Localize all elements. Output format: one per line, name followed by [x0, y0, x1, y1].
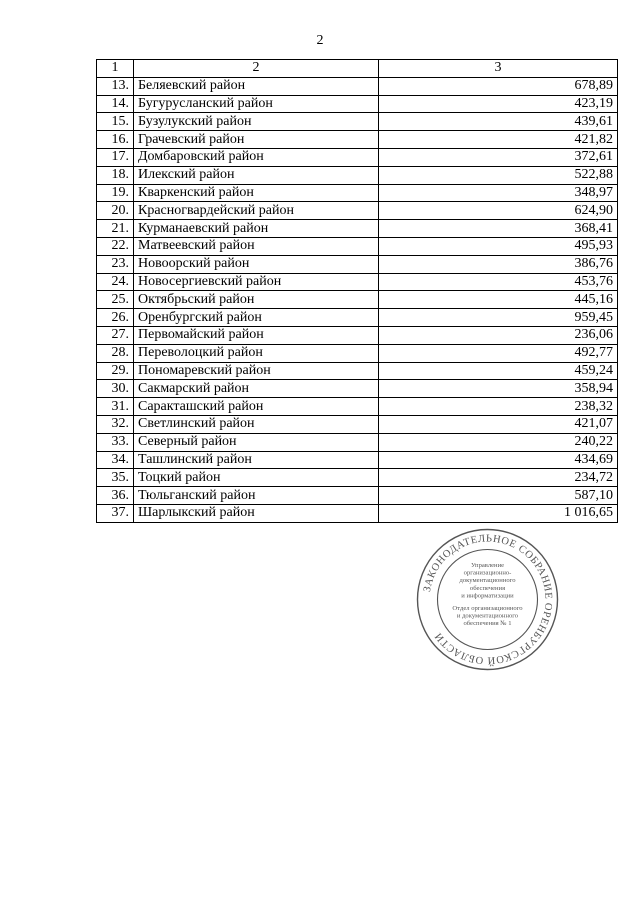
row-number-cell: 30.: [97, 380, 134, 398]
seal-graphic: [415, 527, 560, 672]
seal-inner-line: обеспечения № 1: [463, 620, 512, 628]
seal-inner-line: документационного: [459, 577, 516, 585]
value-cell: 587,10: [379, 487, 618, 505]
row-number-cell: 35.: [97, 469, 134, 487]
table-row: [97, 398, 618, 416]
value-cell: 459,24: [379, 362, 618, 380]
table-row: [97, 433, 618, 451]
district-name-cell: Илекский район: [134, 166, 379, 184]
district-name-cell: Матвеевский район: [134, 237, 379, 255]
district-name-cell: Пономаревский район: [134, 362, 379, 380]
district-name-cell: Бугурусланский район: [134, 95, 379, 113]
table-body: [97, 77, 618, 522]
value-cell: 421,07: [379, 415, 618, 433]
value-cell: 492,77: [379, 344, 618, 362]
seal-inner-line: организационно-: [463, 569, 512, 577]
value-cell: 959,45: [379, 309, 618, 327]
district-name-cell: Беляевский район: [134, 77, 379, 95]
district-name-cell: Кваркенский район: [134, 184, 379, 202]
district-name-cell: Оренбургский район: [134, 309, 379, 327]
district-name-cell: Северный район: [134, 433, 379, 451]
district-name-cell: Переволоцкий район: [134, 344, 379, 362]
row-number-cell: 23.: [97, 255, 134, 273]
value-cell: 439,61: [379, 113, 618, 131]
table-row: [97, 380, 618, 398]
value-cell: 624,90: [379, 202, 618, 220]
seal-inner-text: [452, 562, 523, 627]
table-row: [97, 148, 618, 166]
value-cell: 495,93: [379, 237, 618, 255]
seal-inner-line: Управление: [470, 562, 505, 569]
district-name-cell: Светлинский район: [134, 415, 379, 433]
row-number-cell: 20.: [97, 202, 134, 220]
row-number-cell: 28.: [97, 344, 134, 362]
table-row: [97, 362, 618, 380]
table-row: [97, 504, 618, 522]
district-name-cell: Красногвардейский район: [134, 202, 379, 220]
seal-inner-line: и информатизации: [461, 592, 514, 600]
value-cell: 240,22: [379, 433, 618, 451]
district-name-cell: Курманаевский район: [134, 220, 379, 238]
row-number-cell: 18.: [97, 166, 134, 184]
row-number-cell: 21.: [97, 220, 134, 238]
table-row: [97, 451, 618, 469]
district-name-cell: Бузулукский район: [134, 113, 379, 131]
row-number-cell: 27.: [97, 326, 134, 344]
value-cell: 238,32: [379, 398, 618, 416]
table-row: [97, 202, 618, 220]
row-number-cell: 14.: [97, 95, 134, 113]
value-cell: 453,76: [379, 273, 618, 291]
value-cell: 522,88: [379, 166, 618, 184]
row-number-cell: 16.: [97, 131, 134, 149]
district-name-cell: Тоцкий район: [134, 469, 379, 487]
row-number-cell: 15.: [97, 113, 134, 131]
row-number-cell: 36.: [97, 487, 134, 505]
row-number-cell: 31.: [97, 398, 134, 416]
value-cell: 445,16: [379, 291, 618, 309]
table-row: [97, 77, 618, 95]
seal-outer-ring: [418, 530, 558, 670]
district-name-cell: Новоорский район: [134, 255, 379, 273]
value-cell: 423,19: [379, 95, 618, 113]
seal-inner-line: и документационного: [456, 612, 519, 620]
district-name-cell: Тюльганский район: [134, 487, 379, 505]
row-number-cell: 33.: [97, 433, 134, 451]
data-table: [96, 59, 618, 523]
row-number-cell: 32.: [97, 415, 134, 433]
page-number: 2: [316, 33, 324, 48]
row-number-cell: 37.: [97, 504, 134, 522]
district-name-cell: Саракташский район: [134, 398, 379, 416]
table-header-row: [97, 60, 618, 78]
value-cell: 678,89: [379, 77, 618, 95]
district-name-cell: Сакмарский район: [134, 380, 379, 398]
table-row: [97, 415, 618, 433]
table-row: [97, 113, 618, 131]
district-name-cell: Домбаровский район: [134, 148, 379, 166]
row-number-cell: 29.: [97, 362, 134, 380]
table-row: [97, 326, 618, 344]
row-number-cell: 17.: [97, 148, 134, 166]
district-name-cell: Грачевский район: [134, 131, 379, 149]
district-name-cell: Октябрьский район: [134, 291, 379, 309]
value-cell: 372,61: [379, 148, 618, 166]
value-cell: 234,72: [379, 469, 618, 487]
table-row: [97, 255, 618, 273]
table-row: [97, 469, 618, 487]
district-name-cell: Ташлинский район: [134, 451, 379, 469]
official-seal-stamp: [415, 527, 560, 672]
row-number-cell: 19.: [97, 184, 134, 202]
row-number-cell: 34.: [97, 451, 134, 469]
table-row: [97, 273, 618, 291]
district-name-cell: Первомайский район: [134, 326, 379, 344]
value-cell: 386,76: [379, 255, 618, 273]
table-row: [97, 487, 618, 505]
row-number-cell: 26.: [97, 309, 134, 327]
seal-ring-text: ЗАКОНОДАТЕЛЬНОЕ СОБРАНИЕ ОРЕНБУРГСКОЙ ОБЛАСТИ: [422, 533, 554, 666]
district-name-cell: Новосергиевский район: [134, 273, 379, 291]
table-row: [97, 220, 618, 238]
row-number-cell: 22.: [97, 237, 134, 255]
table-row: [97, 184, 618, 202]
table-row: [97, 95, 618, 113]
district-name-cell: Шарлыкский район: [134, 504, 379, 522]
column-header-3: 3: [379, 60, 618, 78]
table-row: [97, 131, 618, 149]
value-cell: 1 016,65: [379, 504, 618, 522]
column-header-1: 1: [97, 60, 134, 78]
row-number-cell: 13.: [97, 77, 134, 95]
table-row: [97, 309, 618, 327]
row-number-cell: 25.: [97, 291, 134, 309]
table-row: [97, 237, 618, 255]
table-row: [97, 166, 618, 184]
value-cell: 236,06: [379, 326, 618, 344]
column-header-2: 2: [134, 60, 379, 78]
seal-inner-line: Отдел организационного: [452, 605, 523, 612]
value-cell: 434,69: [379, 451, 618, 469]
value-cell: 348,97: [379, 184, 618, 202]
value-cell: 368,41: [379, 220, 618, 238]
value-cell: 421,82: [379, 131, 618, 149]
value-cell: 358,94: [379, 380, 618, 398]
seal-inner-line: обеспечения: [469, 584, 506, 592]
row-number-cell: 24.: [97, 273, 134, 291]
table-row: [97, 344, 618, 362]
table-row: [97, 291, 618, 309]
